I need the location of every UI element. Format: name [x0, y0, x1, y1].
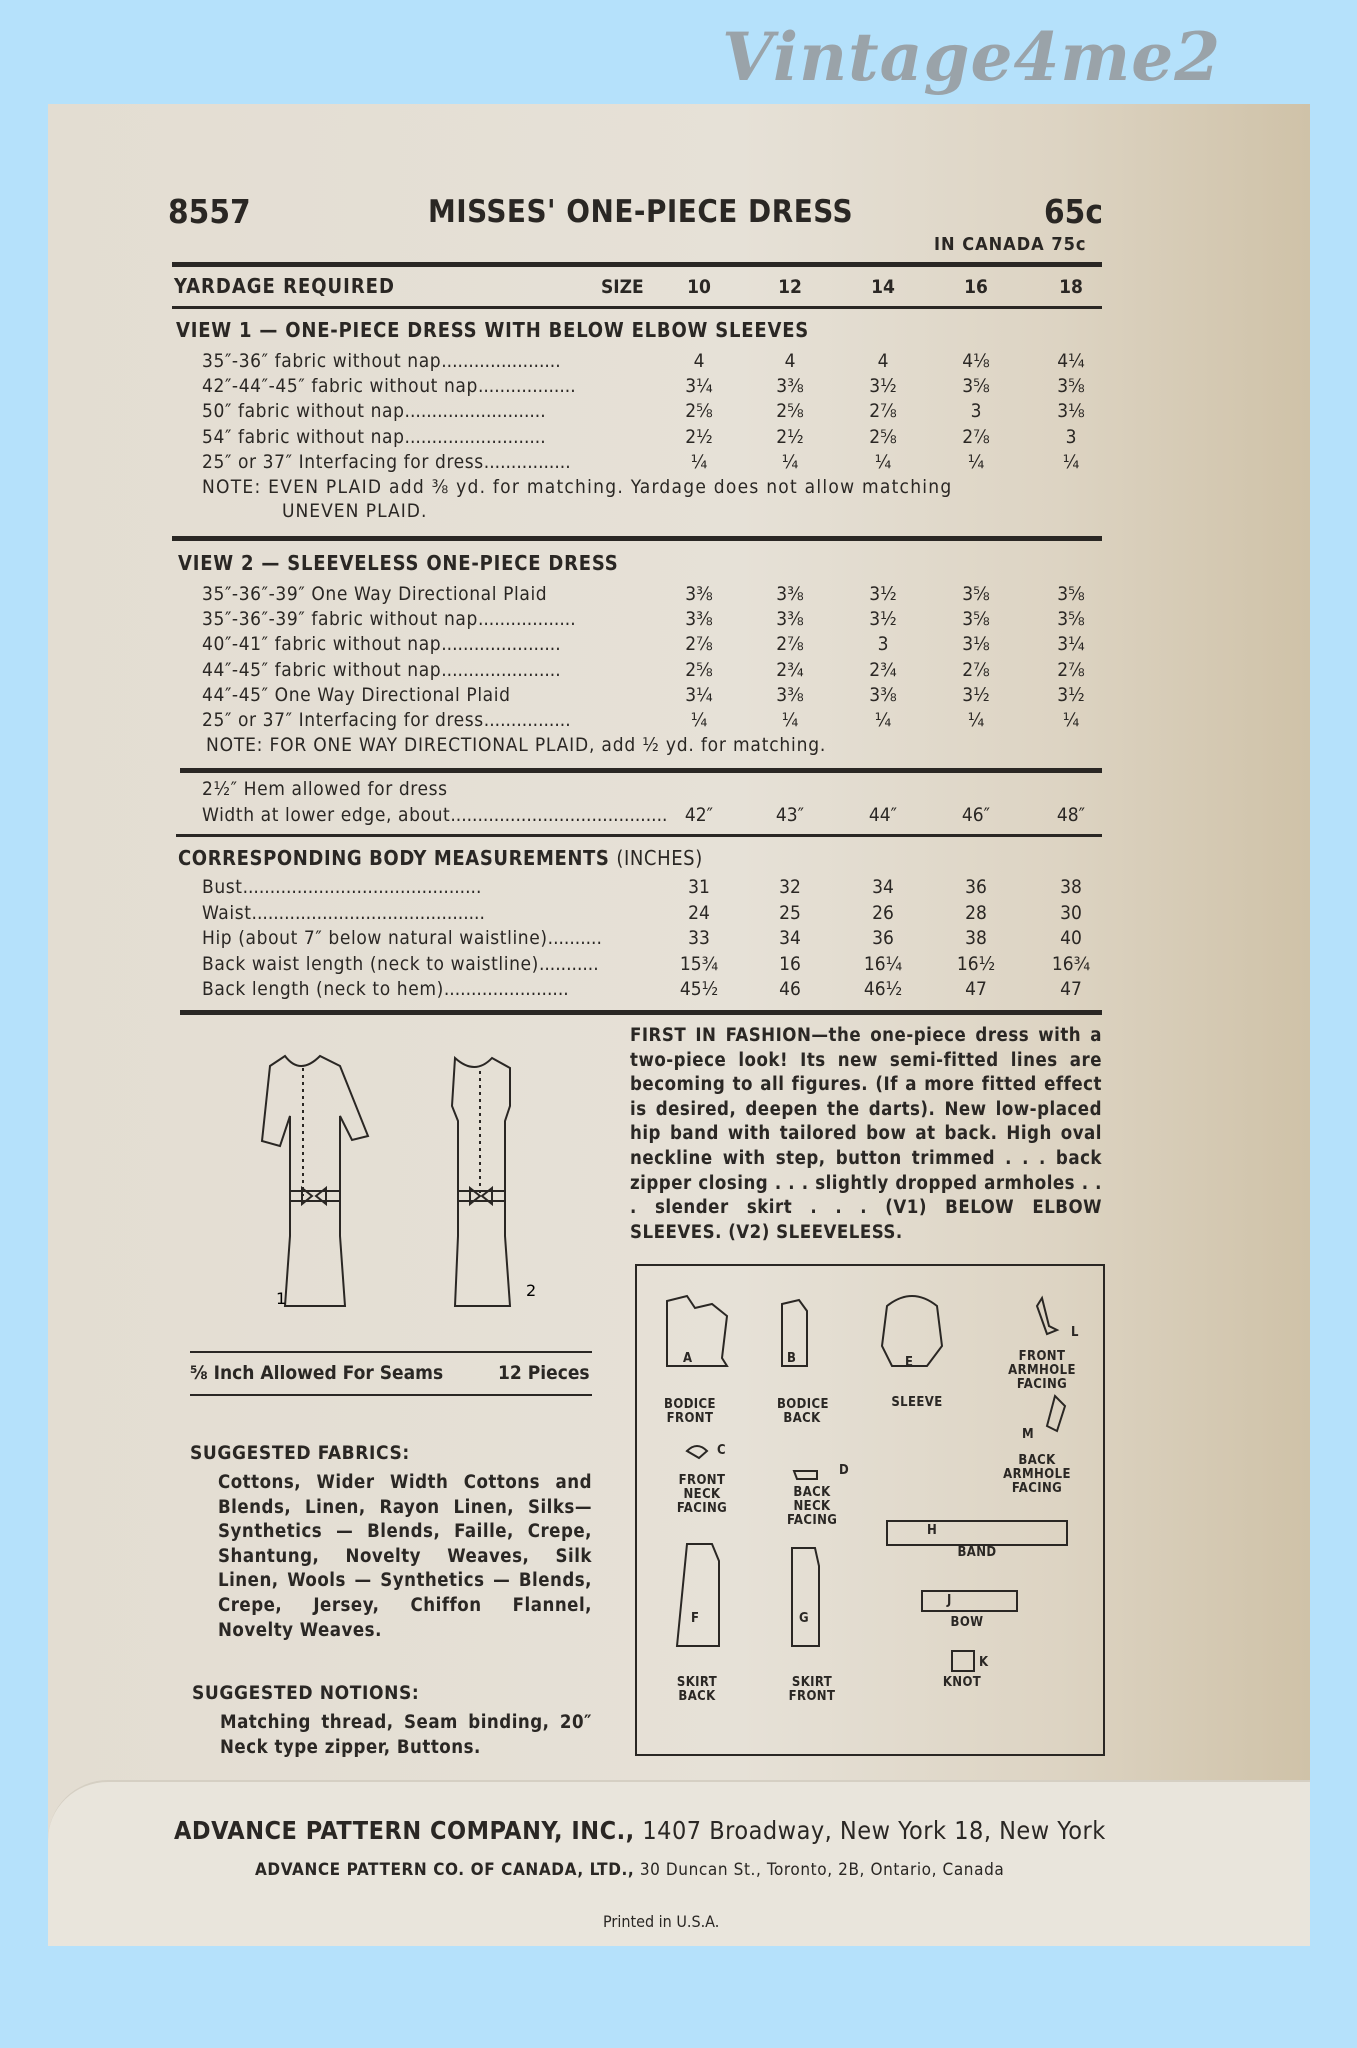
row-label-text: 35″-36″-39″ One Way Directional Plaid — [202, 583, 548, 605]
row-value: 3½ — [1057, 683, 1085, 706]
divider — [190, 1394, 592, 1396]
piece-a-name: BODICE FRONT — [664, 1397, 716, 1426]
piece-m-name: BACK ARMHOLE FACING — [1003, 1453, 1071, 1496]
row-value: 34 — [779, 927, 801, 949]
piece-a-letter: A — [683, 1351, 693, 1366]
piece-j-name: BOW — [950, 1615, 984, 1630]
row-label — [202, 659, 642, 681]
row-value: 16 — [779, 952, 801, 975]
piece-b-letter: B — [787, 1351, 797, 1366]
leader-dots: ........................................... — [251, 901, 485, 924]
pattern-number: 8557 — [168, 192, 251, 231]
row-value: 32 — [779, 876, 801, 898]
row-value: ¼ — [781, 450, 799, 473]
row-value: 2¾ — [869, 658, 897, 681]
row-label — [202, 375, 640, 397]
row-label-text: 35″-36″ fabric without nap — [202, 350, 442, 372]
view1-number: 1 — [276, 1289, 287, 1308]
divider — [172, 306, 1102, 309]
leader-dots: ................ — [483, 709, 571, 731]
view1-dress-drawing — [262, 1056, 368, 1306]
printed-in: Printed in U.S.A. — [603, 1912, 720, 1931]
leader-dots: ........... — [538, 952, 599, 975]
company-line — [174, 1816, 1106, 1845]
row-value: 16¼ — [863, 952, 903, 975]
row-value: ¼ — [690, 709, 708, 731]
leader-dots: ...................... — [441, 658, 561, 681]
row-value: 3⅜ — [685, 608, 713, 631]
size-header: 18 — [1059, 276, 1083, 298]
row-value: 48″ — [1056, 804, 1086, 826]
leader-dots: .......................... — [404, 400, 546, 423]
company-name: ADVANCE PATTERN COMPANY, INC., — [174, 1816, 635, 1845]
row-value: 2⅝ — [869, 425, 897, 448]
row-value: 2½ — [776, 425, 804, 448]
notions-text: Matching thread, Seam binding, 20″ Neck type zipper, Buttons. — [220, 1712, 592, 1758]
row-value: 3½ — [869, 608, 897, 631]
pattern-title: MISSES' ONE-PIECE DRESS — [428, 194, 854, 230]
piece-k-name: KNOT — [942, 1675, 982, 1690]
table-row — [0, 953, 1357, 978]
row-value: 2⅝ — [685, 658, 713, 681]
row-value: 4⅛ — [962, 350, 990, 372]
table-row — [0, 608, 1357, 633]
size-header: 10 — [687, 276, 711, 298]
row-value: 2⅞ — [776, 633, 804, 656]
table-row — [0, 876, 1357, 901]
row-label-text: 25″ or 37″ Interfacing for dress — [202, 709, 484, 731]
divider — [172, 262, 1102, 267]
row-value: 3⅛ — [962, 633, 990, 656]
row-value: 46 — [779, 978, 801, 1000]
row-value: 42″ — [684, 804, 714, 826]
piece-d-letter: D — [839, 1463, 850, 1478]
row-value: 3⅝ — [1057, 583, 1085, 605]
table-row — [0, 709, 1357, 734]
body-title-text: CORRESPONDING BODY MEASUREMENTS — [178, 846, 610, 870]
price: 65c — [1044, 192, 1103, 231]
row-label — [202, 804, 668, 826]
row-value: 3⅜ — [776, 683, 804, 706]
divider — [176, 834, 1102, 837]
row-value: 2½ — [685, 425, 713, 448]
row-value: 2⅞ — [962, 425, 990, 448]
table-row — [0, 927, 1357, 952]
table-row — [0, 400, 1357, 425]
row-value: 3⅜ — [776, 375, 804, 398]
row-value: 3⅝ — [1057, 608, 1085, 631]
row-label — [202, 451, 627, 473]
row-label — [202, 953, 634, 975]
row-label-text: 35″-36″-39″ fabric without nap — [202, 608, 478, 631]
row-value: 3 — [970, 400, 982, 423]
piece-h-shape — [887, 1521, 1067, 1545]
row-value: 4 — [877, 350, 889, 372]
view1-note-cont: UNEVEN PLAID. — [282, 500, 428, 522]
body-unit: (INCHES) — [616, 846, 703, 870]
row-value: 33 — [688, 927, 710, 949]
row-value: 34 — [872, 876, 894, 898]
row-value: 3⅜ — [776, 608, 804, 631]
piece-c-shape — [687, 1446, 707, 1458]
row-value: 46″ — [961, 804, 991, 826]
piece-g-shape — [792, 1548, 819, 1646]
row-label-text: 50″ fabric without nap — [202, 400, 405, 423]
view2-number: 2 — [526, 1281, 537, 1300]
row-value: 3½ — [869, 583, 897, 605]
piece-b-name: BODICE BACK — [777, 1397, 829, 1426]
row-label — [202, 583, 547, 605]
row-value: 3⅝ — [962, 608, 990, 631]
pieces-count: 12 Pieces — [498, 1362, 590, 1384]
canada-address: 30 Duncan St., Toronto, 2B, Ontario, Canada — [639, 1860, 1005, 1880]
fabrics-text: Cottons, Wider Width Cottons and Blends, Linen, Rayon Linen, Silks—Synthetics — Blends, Faille, Crepe, Shantung, Novelty Weaves, Silk Linen, Wools — Synthetics — Blends, Crepe, Jersey, Chiffon Flannel, Novelty Weaves. — [218, 1472, 592, 1641]
piece-l-letter: L — [1071, 1325, 1079, 1340]
piece-c-name: FRONT NECK FACING — [676, 1473, 728, 1516]
piece-k-letter: K — [979, 1655, 989, 1670]
company-address: 1407 Broadway, New York 18, New York — [642, 1816, 1106, 1845]
table-row — [0, 375, 1357, 400]
row-value: ¼ — [874, 709, 892, 731]
row-label-text: 42″-44″-45″ fabric without nap — [202, 375, 478, 398]
row-value: 3½ — [869, 375, 897, 398]
size-label: SIZE — [601, 276, 644, 298]
row-value: 38 — [965, 927, 987, 949]
row-label — [202, 633, 642, 655]
row-value: 30 — [1060, 901, 1082, 924]
row-label — [202, 400, 643, 422]
row-label — [202, 684, 511, 706]
row-value: ¼ — [874, 450, 892, 473]
watermark: Vintage4me2 — [722, 18, 1222, 96]
leader-dots: .................. — [477, 608, 576, 631]
pattern-pieces-diagram — [635, 1264, 1105, 1756]
row-value: 3¼ — [685, 375, 713, 398]
row-value: 2⅞ — [869, 400, 897, 423]
piece-f-shape — [677, 1544, 719, 1646]
row-value: 3 — [877, 633, 889, 656]
row-value: 2⅝ — [685, 400, 713, 423]
piece-l-name: FRONT ARMHOLE FACING — [1008, 1349, 1076, 1392]
row-value: 16½ — [956, 952, 996, 975]
piece-f-letter: F — [691, 1611, 700, 1626]
leader-dots: .......................... — [404, 425, 546, 448]
row-value: 3⅜ — [776, 583, 804, 605]
piece-d-shape — [794, 1471, 817, 1479]
row-value: 40 — [1060, 927, 1082, 949]
description: FIRST IN FASHION—the one-piece dress with a two-piece look! Its new semi-fitted lines are becoming to all figures. (If a more fitted effect is desired, deepen the darts). New low-placed hip band with tailored bow at back. High oval neckline with step, button trimmed . . . back zipper closing . . . slightly dropped armholes . . . slender skirt . . . (V1) BELOW ELBOW SLEEVES. (V2) SLEEVELESS. — [630, 1025, 1102, 1243]
table-row — [0, 350, 1357, 375]
notions-title: SUGGESTED NOTIONS: — [192, 1682, 420, 1704]
row-label — [202, 709, 627, 731]
row-value: 31 — [688, 876, 710, 898]
row-value: 45½ — [679, 978, 719, 1000]
row-value: 24 — [688, 901, 710, 924]
row-value: ¼ — [781, 709, 799, 731]
row-label-text: 44″-45″ One Way Directional Plaid — [202, 683, 511, 706]
row-value: ¼ — [1062, 450, 1080, 473]
price-canada: IN CANADA 75c — [934, 234, 1087, 255]
piece-j-letter: J — [947, 1593, 952, 1608]
row-value: 3⅛ — [1057, 400, 1085, 423]
row-value: 3⅝ — [962, 583, 990, 605]
row-label-text: Waist — [202, 901, 252, 924]
leader-dots: ....................... — [443, 978, 569, 1000]
row-value: 2⅞ — [685, 633, 713, 656]
piece-g-letter: G — [799, 1611, 809, 1626]
table-row — [0, 684, 1357, 709]
row-value: 4 — [784, 350, 796, 372]
table-row — [0, 978, 1357, 1003]
row-value: 16¾ — [1051, 952, 1091, 975]
row-value: 3⅝ — [1057, 375, 1085, 398]
row-label-text: Back length (neck to hem) — [202, 978, 444, 1000]
table-row — [0, 451, 1357, 476]
seam-allowance: ⅝ Inch Allowed For Seams — [190, 1362, 444, 1384]
yardage-label: YARDAGE REQUIRED — [174, 274, 395, 298]
row-value: 47 — [1060, 978, 1082, 1000]
piece-e-name: SLEEVE — [891, 1395, 943, 1410]
row-value: 26 — [872, 901, 894, 924]
body-measurements-title — [178, 846, 703, 870]
piece-a-shape — [667, 1296, 727, 1366]
view2-dress-drawing — [452, 1058, 510, 1306]
row-value: 4¼ — [1057, 350, 1085, 372]
row-value: ¼ — [690, 450, 708, 473]
leader-dots: .................. — [477, 375, 576, 398]
row-label — [202, 608, 640, 630]
piece-e-letter: E — [905, 1355, 914, 1370]
row-value: 46½ — [863, 978, 903, 1000]
row-label — [202, 902, 654, 924]
row-label — [202, 350, 642, 372]
table-row — [0, 804, 1357, 829]
piece-m-letter: M — [1022, 1427, 1035, 1442]
row-value: 4 — [693, 350, 705, 372]
piece-g-name: SKIRT FRONT — [788, 1675, 836, 1704]
row-label-text: 25″ or 37″ Interfacing for dress — [202, 450, 484, 473]
row-value: 3¼ — [685, 683, 713, 706]
table-row — [0, 583, 1357, 608]
row-value: 36 — [965, 876, 987, 898]
row-value: 25 — [779, 901, 801, 924]
piece-k-shape — [952, 1651, 974, 1671]
row-value: 28 — [965, 901, 987, 924]
piece-d-name: BACK NECK FACING — [787, 1485, 838, 1528]
row-value: ¼ — [1062, 709, 1080, 731]
piece-f-name: SKIRT BACK — [676, 1675, 718, 1704]
leader-dots: ............................................ — [242, 876, 482, 898]
row-value: 3¼ — [1057, 633, 1085, 656]
row-value: 2⅞ — [962, 658, 990, 681]
row-label — [202, 927, 633, 949]
view1-note: NOTE: EVEN PLAID add ⅜ yd. for matching. Yardage does not allow matching — [202, 476, 953, 498]
row-value: 3½ — [962, 683, 990, 706]
row-value: ¼ — [967, 709, 985, 731]
row-value: 15¾ — [679, 952, 719, 975]
divider — [180, 1010, 1102, 1015]
view2-note: NOTE: FOR ONE WAY DIRECTIONAL PLAID, add ½ yd. for matching. — [206, 734, 827, 756]
row-value: 47 — [965, 978, 987, 1000]
table-row — [0, 633, 1357, 658]
piece-c-letter: C — [717, 1443, 726, 1458]
row-value: 36 — [872, 927, 894, 949]
row-value: 3⅜ — [685, 583, 713, 605]
piece-m-shape — [1047, 1396, 1065, 1431]
fabrics-title: SUGGESTED FABRICS: — [190, 1442, 410, 1464]
leader-dots: ...................... — [441, 633, 561, 656]
row-label-text: Hip (about 7″ below natural waistline) — [202, 927, 548, 949]
row-label-text: Bust — [202, 876, 243, 898]
canada-company-name: ADVANCE PATTERN CO. OF CANADA, LTD., — [255, 1860, 635, 1880]
size-header: 14 — [871, 276, 895, 298]
row-value: 2⅞ — [1057, 658, 1085, 681]
size-header: 16 — [964, 276, 988, 298]
row-value: 2⅝ — [776, 400, 804, 423]
divider — [180, 768, 1102, 773]
table-row — [0, 659, 1357, 684]
row-value: 43″ — [775, 804, 805, 826]
row-value: 2¾ — [776, 658, 804, 681]
divider — [190, 1351, 592, 1353]
dress-illustrations — [240, 1046, 560, 1316]
row-label — [202, 978, 654, 1000]
table-row — [0, 426, 1357, 451]
row-value: 38 — [1060, 876, 1082, 898]
size-header: 12 — [778, 276, 802, 298]
row-value: ¼ — [967, 450, 985, 473]
row-value: 3⅝ — [962, 375, 990, 398]
piece-j-shape — [922, 1591, 1017, 1611]
table-row — [0, 902, 1357, 927]
piece-h-letter: H — [927, 1523, 938, 1538]
leader-dots: .......... — [547, 927, 602, 949]
row-label-text: 54″ fabric without nap — [202, 425, 405, 448]
view1-title: VIEW 1 — ONE-PIECE DRESS WITH BELOW ELBOW SLEEVES — [176, 318, 810, 342]
canada-line — [255, 1860, 1004, 1880]
piece-l-shape — [1037, 1298, 1057, 1334]
row-label-text: 44″-45″ fabric without nap — [202, 658, 442, 681]
piece-h-name: BAND — [957, 1545, 997, 1560]
leader-dots: ................ — [483, 450, 571, 473]
row-label — [202, 426, 643, 448]
row-label-text: 40″-41″ fabric without nap — [202, 633, 442, 656]
row-label-text: Width at lower edge, about — [202, 804, 451, 826]
row-label — [202, 876, 654, 898]
leader-dots: ........................................ — [450, 804, 668, 826]
divider — [172, 536, 1102, 541]
view2-title: VIEW 2 — SLEEVELESS ONE-PIECE DRESS — [178, 551, 619, 575]
leader-dots: ...................... — [441, 350, 561, 372]
hem-allowance: 2½″ Hem allowed for dress — [202, 778, 448, 800]
row-label-text: Back waist length (neck to waistline) — [202, 952, 539, 975]
row-value: 44″ — [868, 804, 898, 826]
row-value: 3 — [1065, 425, 1077, 448]
row-value: 3⅜ — [869, 683, 897, 706]
